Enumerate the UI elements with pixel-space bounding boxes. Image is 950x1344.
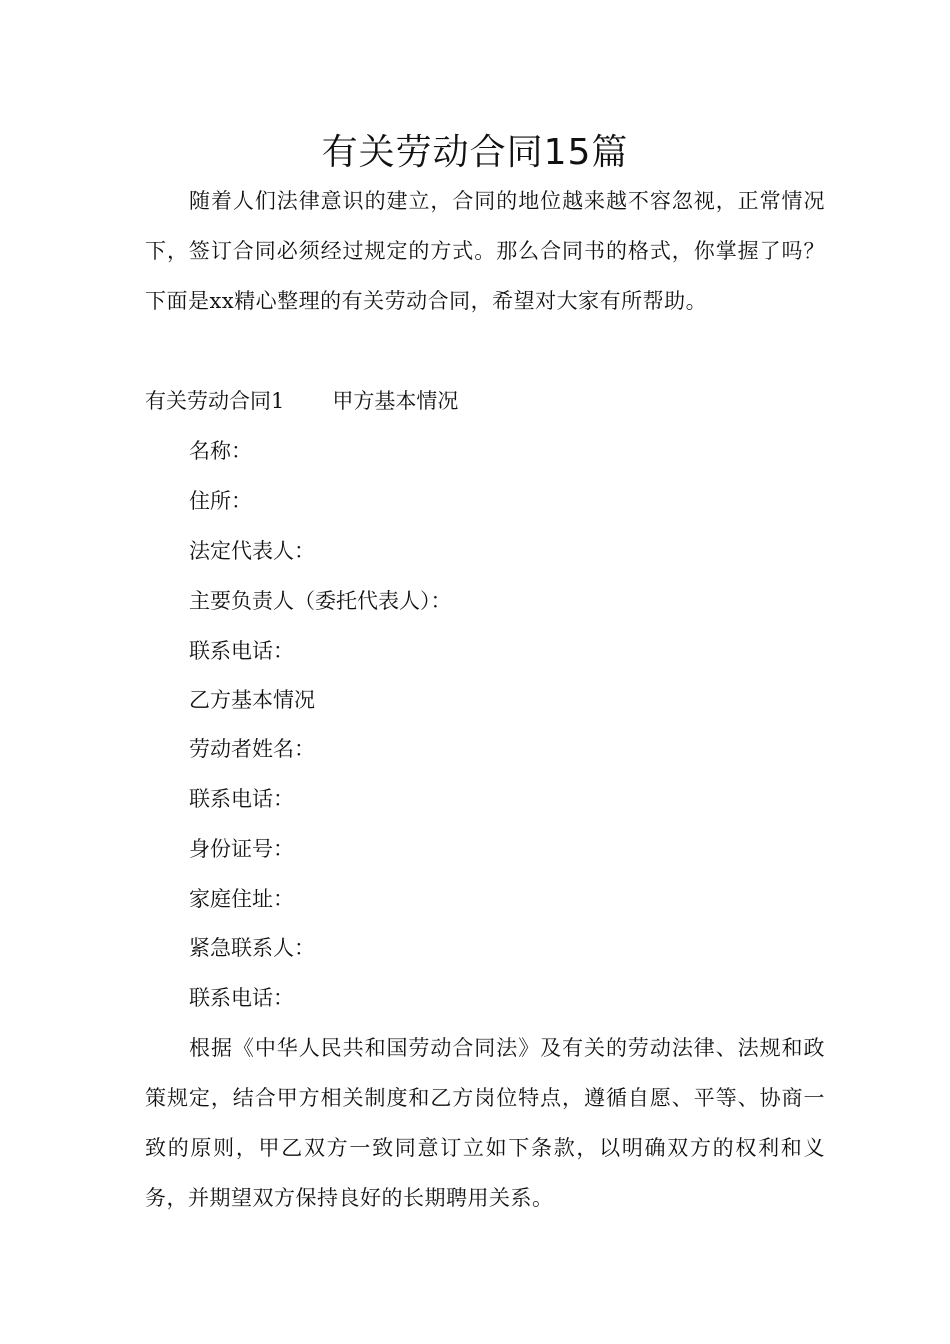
party-b-heading: 乙方基本情况 xyxy=(189,688,315,712)
party-a-heading: 甲方基本情况 xyxy=(332,389,459,413)
party-a-address-field: 住所： xyxy=(189,489,252,513)
document-title: 有关劳动合同15篇 xyxy=(321,132,629,173)
intro-paragraph: 随着人们法律意识的建立，合同的地位越来越不容忽视，正常情况下，签订合同必须经过规定的方式。那么合同书的格式，你掌握了吗？下面是xx精心整理的有关劳动合同，希望对大家有所帮助。 xyxy=(145,189,825,313)
section-heading-line xyxy=(145,376,458,426)
party-b-name-field: 劳动者姓名： xyxy=(189,737,315,761)
party-a-phone-field: 联系电话： xyxy=(189,639,294,663)
party-a-legal-rep-field: 法定代表人： xyxy=(189,539,315,563)
party-a-name-field: 名称： xyxy=(189,439,252,463)
party-b-id-field: 身份证号： xyxy=(189,837,294,861)
party-b-address-field: 家庭住址： xyxy=(189,887,294,911)
party-b-emergency-contact-field: 紧急联系人： xyxy=(189,936,315,960)
section-title: 有关劳动合同1 xyxy=(145,389,285,413)
party-b-phone-field: 联系电话： xyxy=(189,787,294,811)
law-paragraph: 根据《中华人民共和国劳动合同法》及有关的劳动法律、法规和政策规定，结合甲方相关制度和乙方岗位特点，遵循自愿、平等、协商一致的原则，甲乙双方一致同意订立如下条款，以明确双方的权利和义务，并期望双方保持良好的长期聘用关系。 xyxy=(145,1036,825,1210)
party-a-principal-field: 主要负责人（委托代表人）： xyxy=(189,589,452,613)
party-b-emergency-phone-field: 联系电话： xyxy=(189,986,294,1010)
